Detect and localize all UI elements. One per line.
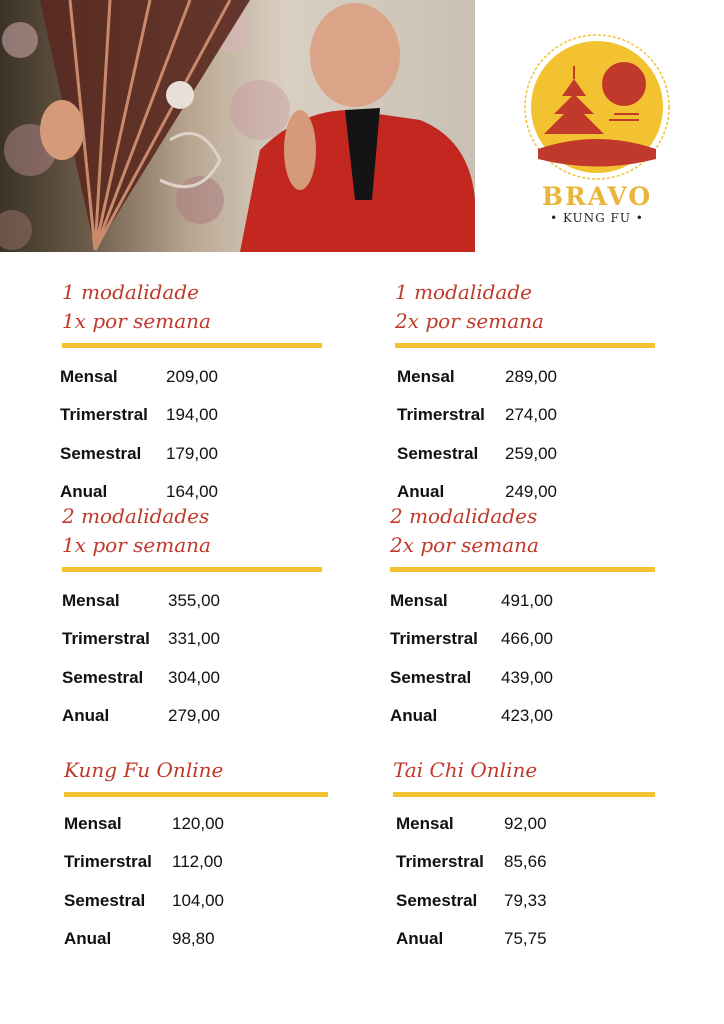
pricing-section-1 [62, 278, 322, 511]
price-value: 104,00 [172, 890, 224, 910]
price-value: 439,00 [501, 667, 553, 687]
price-label: Semestral [62, 667, 144, 687]
price-row [390, 620, 655, 658]
price-value: 355,00 [168, 591, 220, 611]
section-title: Tai Chi Online [393, 758, 538, 782]
section-subtitle: 1x por semana [62, 533, 211, 557]
price-label: Anual [60, 482, 108, 502]
section-title: 1 modalidade [62, 280, 199, 304]
price-label: Anual [390, 706, 438, 726]
price-value: 120,00 [172, 814, 224, 834]
pricing-section-3 [62, 502, 322, 735]
price-value: 112,00 [172, 852, 223, 872]
price-row [64, 920, 328, 958]
price-label: Trimerstral [397, 405, 485, 425]
price-label: Semestral [390, 667, 472, 687]
price-row [62, 659, 322, 697]
price-value: 491,00 [501, 591, 553, 611]
price-row [390, 659, 655, 697]
price-label: Semestral [396, 890, 478, 910]
price-value: 194,00 [166, 405, 218, 425]
price-label: Trimerstral [396, 852, 484, 872]
bravo-logo [524, 34, 670, 180]
pricing-section-taichi-online [393, 756, 655, 958]
price-label: Mensal [396, 814, 454, 834]
price-label: Mensal [390, 591, 448, 611]
section-divider [393, 792, 655, 797]
price-label: Trimerstral [64, 852, 152, 872]
price-value: 249,00 [505, 482, 557, 502]
price-row [396, 882, 655, 920]
price-row [62, 620, 322, 658]
price-row [390, 697, 655, 735]
price-value: 209,00 [166, 367, 218, 387]
price-value: 331,00 [168, 629, 220, 649]
price-value: 259,00 [505, 443, 557, 463]
brand-name: BRAVO [541, 182, 653, 211]
price-value: 289,00 [505, 367, 557, 387]
section-divider [62, 343, 322, 348]
section-title: 1 modalidade [395, 280, 532, 304]
price-row [62, 582, 322, 620]
price-value: 79,33 [504, 890, 547, 910]
section-divider [390, 567, 655, 572]
price-row [60, 435, 322, 473]
price-value: 179,00 [166, 443, 218, 463]
pricing-section-kungfu-online [64, 756, 328, 958]
price-label: Anual [397, 482, 445, 502]
hero-photo [0, 0, 475, 252]
price-row [64, 882, 328, 920]
price-value: 92,00 [504, 814, 547, 834]
section-title: 2 modalidades [62, 504, 210, 528]
price-row [60, 396, 322, 434]
martial-artist-photo [0, 0, 475, 252]
section-divider [395, 343, 655, 348]
price-label: Trimerstral [60, 405, 148, 425]
section-divider [64, 792, 328, 797]
price-row [396, 920, 655, 958]
price-value: 279,00 [168, 706, 220, 726]
price-row [64, 843, 328, 881]
section-title: Kung Fu Online [64, 758, 224, 782]
price-row [397, 396, 655, 434]
price-label: Trimerstral [62, 629, 150, 649]
price-row [397, 435, 655, 473]
section-subtitle: 1x por semana [62, 309, 211, 333]
section-subtitle: 2x por semana [390, 533, 539, 557]
price-value: 85,66 [504, 852, 547, 872]
section-title: 2 modalidades [390, 504, 538, 528]
price-row [62, 697, 322, 735]
price-label: Anual [62, 706, 110, 726]
price-label: Semestral [64, 890, 146, 910]
price-value: 98,80 [172, 929, 215, 949]
price-value: 164,00 [166, 482, 218, 502]
price-label: Semestral [60, 443, 142, 463]
price-value: 466,00 [501, 629, 553, 649]
price-row [397, 358, 655, 396]
price-row [60, 358, 322, 396]
pricing-section-4 [390, 502, 655, 735]
price-label: Mensal [397, 367, 455, 387]
section-subtitle: 2x por semana [395, 309, 544, 333]
price-value: 304,00 [168, 667, 220, 687]
price-value: 423,00 [501, 706, 553, 726]
price-row [396, 805, 655, 843]
price-value: 274,00 [505, 405, 557, 425]
price-label: Semestral [397, 443, 479, 463]
price-row [64, 805, 328, 843]
price-label: Mensal [64, 814, 122, 834]
price-label: Trimerstral [390, 629, 478, 649]
price-value: 75,75 [504, 929, 547, 949]
pricing-section-2 [395, 278, 655, 511]
brand-subtitle: • KUNG FU • [550, 211, 644, 225]
price-label: Mensal [62, 591, 120, 611]
price-label: Anual [64, 929, 112, 949]
section-divider [62, 567, 322, 572]
price-label: Anual [396, 929, 444, 949]
price-row [396, 843, 655, 881]
price-row [390, 582, 655, 620]
price-label: Mensal [60, 367, 118, 387]
